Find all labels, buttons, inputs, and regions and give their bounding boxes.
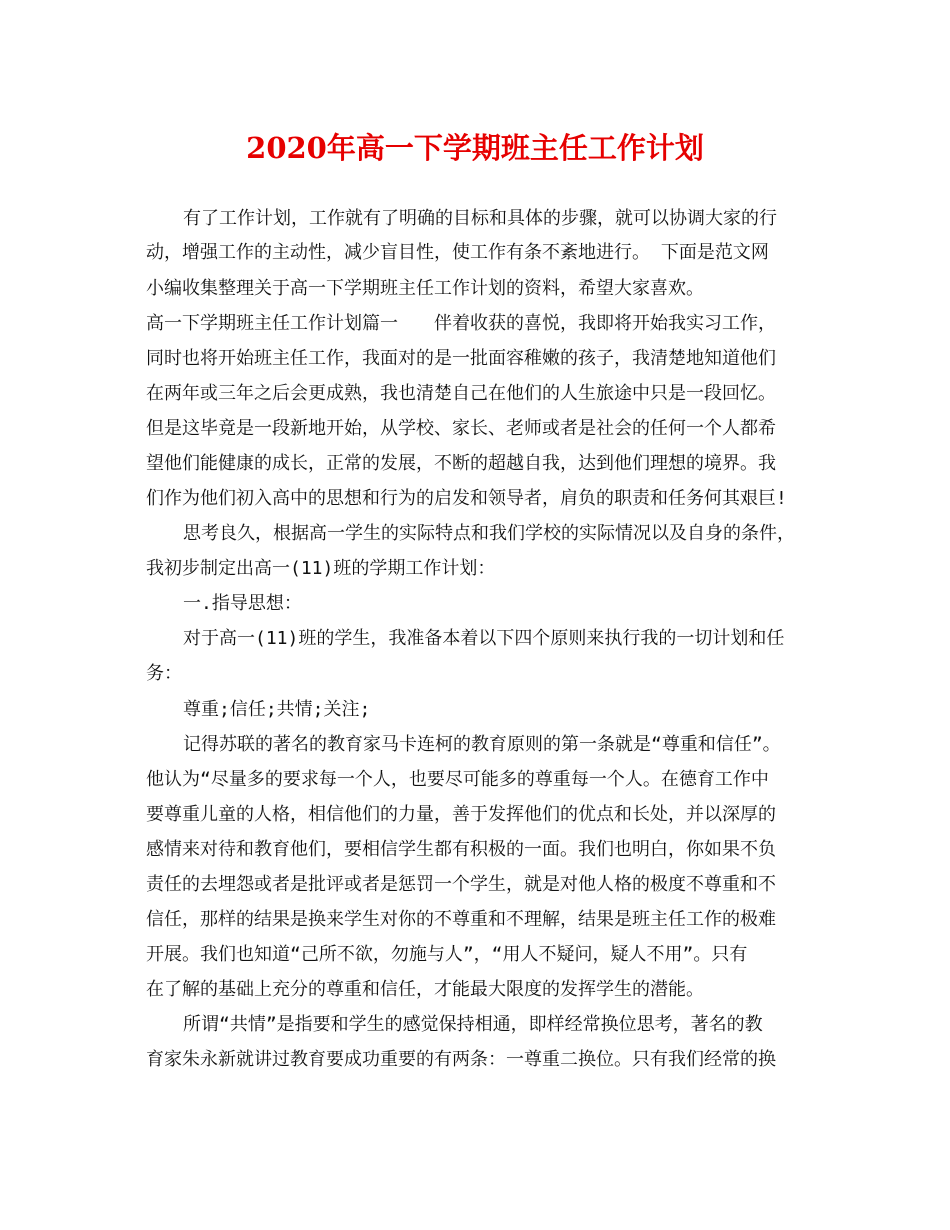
text-line: 思考良久，根据高一学生的实际特点和我们学校的实际情况以及自身的条件， [183,523,795,544]
text-line: 望他们能健康的成长，正常的发展，不断的超越自我，达到他们理想的境界。我 [146,453,776,474]
text-line: 开展。我们也知道“己所不欲，勿施与人”，“用人不疑问，疑人不用”。只有 [146,944,748,965]
text-line: 一.指导思想： [183,593,302,614]
text-line: 务： [146,663,182,684]
text-line: 尊重;信任;共情;关注; [183,699,371,720]
text-line: 们作为他们初入高中的思想和行为的启发和领导者，肩负的职责和任务何其艰巨! [146,488,787,509]
document-title: 2020年高一下学期班主任工作计划 [246,131,704,165]
text-line: 动，增强工作的主动性，减少盲目性，使工作有条不紊地进行。 下面是范文网 [146,242,769,263]
text-line: 对于高一(11)班的学生，我准备本着以下四个原则来执行我的一切计划和任 [183,628,785,649]
text-line: 高一下学期班主任工作计划篇一 伴着收获的喜悦，我即将开始我实习工作， [146,313,776,334]
text-line: 同时也将开始班主任工作，我面对的是一批面容稚嫩的孩子，我清楚地知道他们 [146,348,776,369]
text-line: 有了工作计划，工作就有了明确的目标和具体的步骤，就可以协调大家的行 [183,208,777,229]
text-line: 在了解的基础上充分的尊重和信任，才能最大限度的发挥学生的潜能。 [146,979,704,1000]
text-line: 所谓“共情”是指要和学生的感觉保持相通，即样经常换位思考，著名的教 [183,1014,763,1035]
text-line: 但是这毕竟是一段新地开始，从学校、家长、老师或者是社会的任何一个人都希 [146,418,776,439]
text-line: 在两年或三年之后会更成熟，我也清楚自己在他们的人生旅途中只是一段回忆。 [146,383,776,404]
text-line: 感情来对待和教育他们，要相信学生都有积极的一面。我们也明白，你如果不负 [146,839,776,860]
text-line: 他认为“尽量多的要求每一个人，也要尽可能多的尊重每一个人。在德育工作中 [146,769,769,790]
text-line: 信任，那样的结果是换来学生对你的不尊重和不理解，结果是班主任工作的极难 [146,909,776,930]
text-line: 我初步制定出高一(11)班的学期工作计划： [146,558,496,579]
text-line: 育家朱永新就讲过教育要成功重要的有两条：一尊重二换位。只有我们经常的换 [146,1049,776,1070]
text-line: 记得苏联的著名的教育家马卡连柯的教育原则的第一条就是“尊重和信任”。 [183,734,781,755]
text-line: 责任的去埋怨或者是批评或者是惩罚一个学生，就是对他人格的极度不尊重和不 [146,874,776,895]
text-line: 小编收集整理关于高一下学期班主任工作计划的资料，希望大家喜欢。 [146,278,704,299]
text-line: 要尊重儿童的人格，相信他们的力量，善于发挥他们的优点和长处，并以深厚的 [146,804,776,825]
